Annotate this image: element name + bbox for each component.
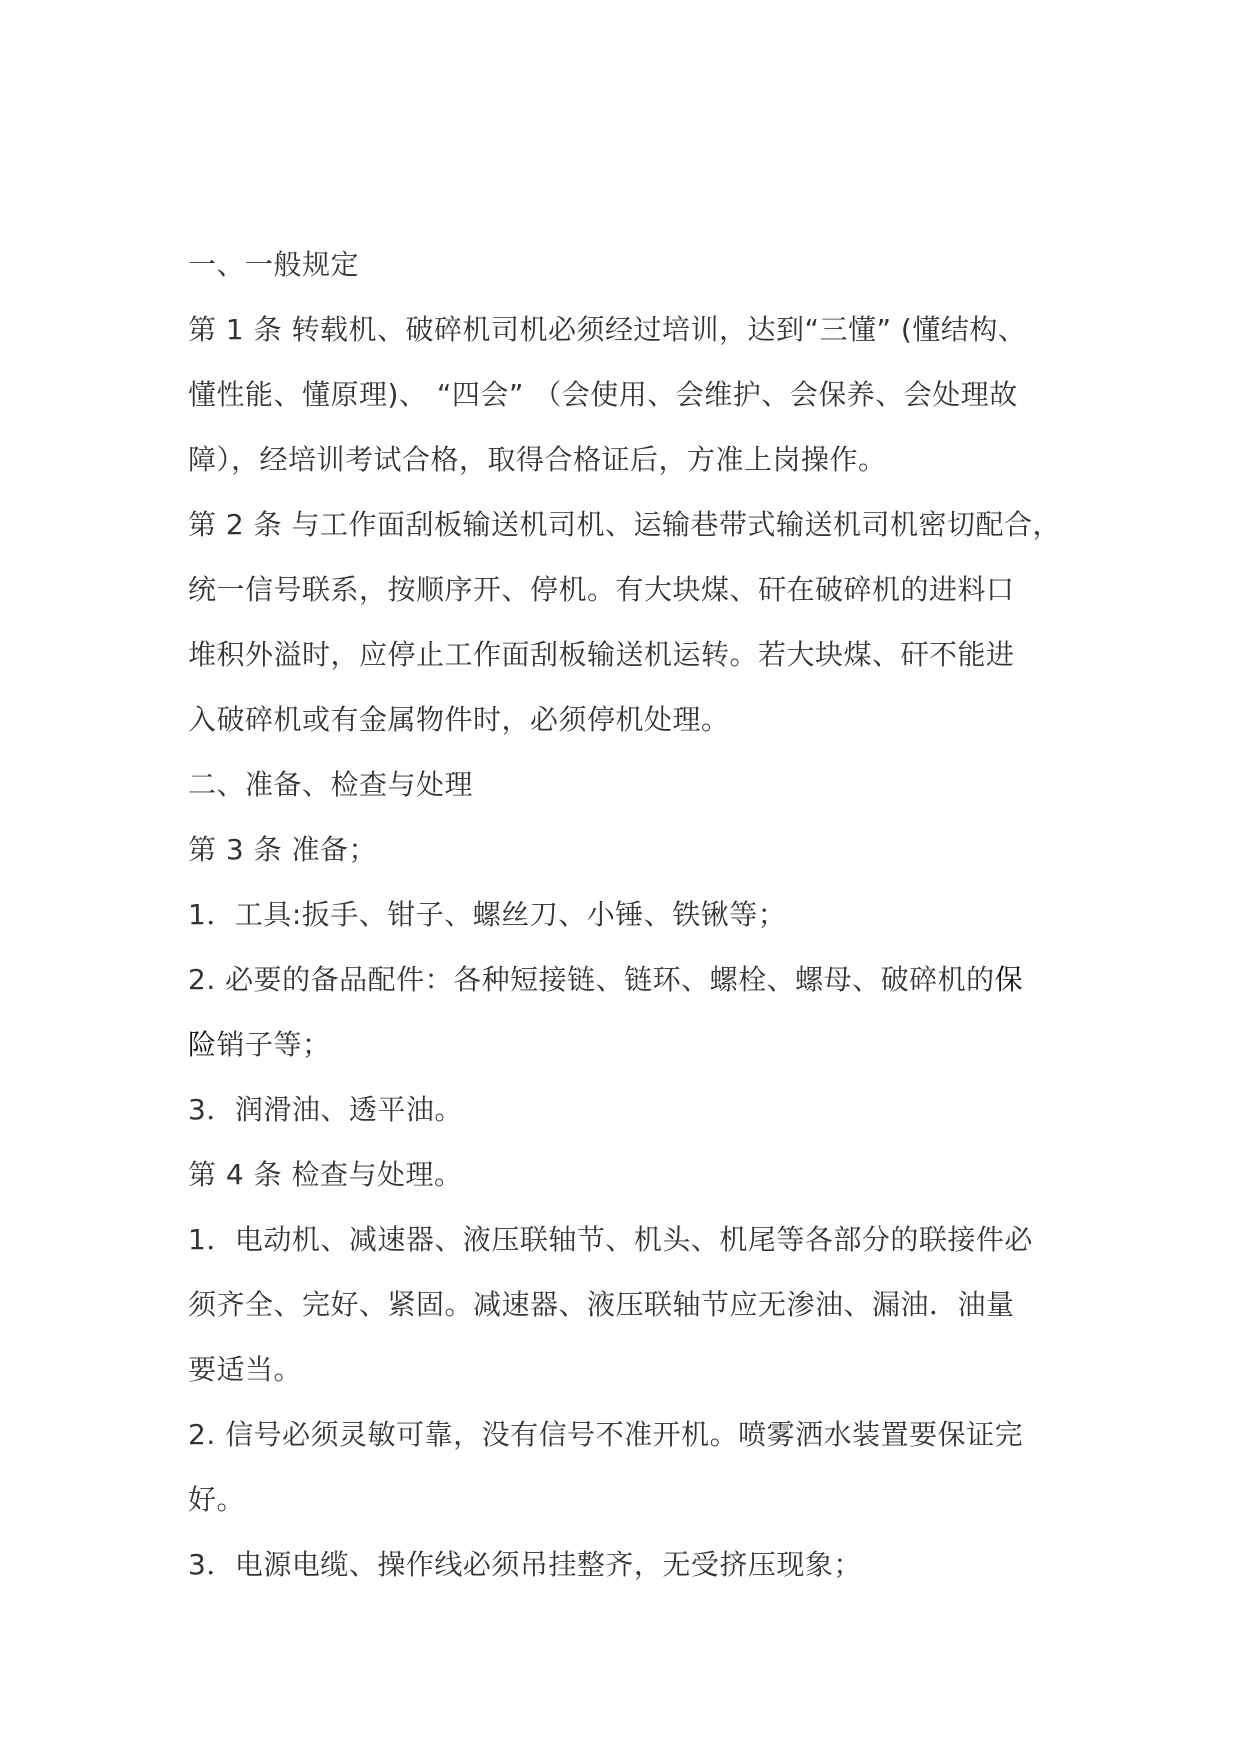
article-2-line-1: 第 2 条 与工作面刮板输送机司机、运输巷带式输送机司机密切配合， (188, 508, 1062, 541)
section-heading-preparation: 二、准备、检查与处理 (188, 768, 474, 801)
article-3-item-2-line-2 (188, 1012, 1088, 1077)
article-3-heading: 第 3 条 准备； (188, 833, 378, 866)
article-3-item-3: 3．润滑油、透平油。 (188, 1093, 463, 1126)
article-3-item-2-text: 2. 必要的备品配件：各种短接链、链环、螺栓、螺母、破碎机的 (188, 963, 995, 996)
article-1-line-3: 障），经培训考试合格，取得合格证后，方准上岗操作。 (188, 443, 887, 476)
emphasis-char: 保 (994, 963, 1024, 996)
article-4-item-1-line-3: 要适当。 (188, 1353, 303, 1386)
article-4-heading: 第 4 条 检查与处理。 (188, 1158, 463, 1191)
article-4-item-2-line-1: 2. 信号必须灵敏可靠，没有信号不准开机。喷雾洒水装置要保证完 (188, 1418, 1024, 1451)
article-4-item-3: 3．电源电缆、操作线必须吊挂整齐，无受挤压现象； (188, 1548, 862, 1581)
article-2-line-4: 入破碎机或有金属物件时，必须停机处理。 (188, 703, 730, 736)
section-heading-general: 一、一般规定 (188, 248, 360, 281)
article-2-line-3: 堆积外溢时，应停止工作面刮板输送机运转。若大块煤、矸不能进 (188, 638, 1015, 671)
document-body (188, 232, 1088, 1597)
article-2-line-2: 统一信号联系，按顺序开、停机。有大块煤、矸在破碎机的进料口 (188, 573, 1015, 606)
emphasis-char-2: 险 (188, 1028, 217, 1061)
article-3-item-2-line-1 (188, 947, 1088, 1012)
article-4-item-2-line-2: 好。 (188, 1483, 246, 1516)
article-3-item-1: 1．工具:扳手、钳子、螺丝刀、小锤、铁锹等； (188, 898, 787, 931)
article-1-line-1: 第 1 条 转载机、破碎机司机必须经过培训，达到“三懂” (懂结构、 (188, 313, 1027, 346)
article-1-line-2: 懂性能、懂原理)、 “四会” （会使用、会维护、会保养、会处理故 (188, 378, 1018, 411)
article-4-item-1-line-2: 须齐全、完好、紧固。减速器、液压联轴节应无渗油、漏油．油量 (188, 1288, 1015, 1321)
article-4-item-1-line-1: 1．电动机、减速器、液压联轴节、机头、机尾等各部分的联接件必 (188, 1223, 1033, 1256)
article-3-item-2-tail: 销子等； (216, 1028, 331, 1061)
